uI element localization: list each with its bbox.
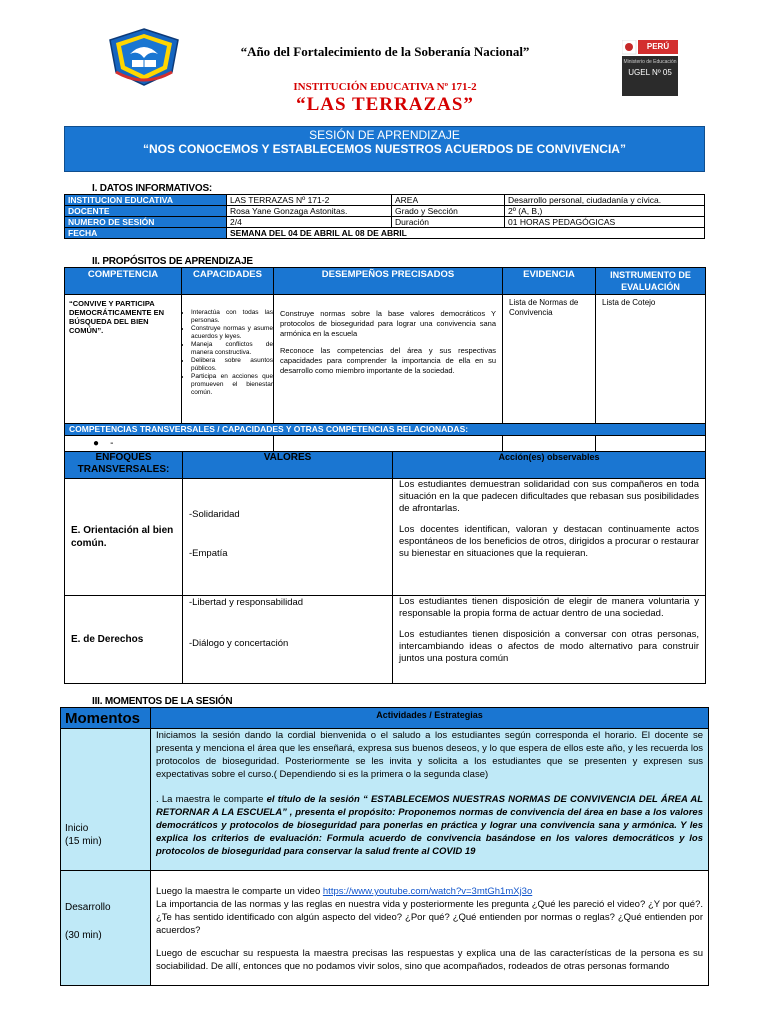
datos-label: INSTITUCION EDUCATIVA bbox=[65, 195, 227, 206]
datos-row bbox=[65, 195, 705, 206]
datos-label: NUMERO DE SESIÓN bbox=[65, 217, 227, 228]
enfoque-name: E. Orientación al bien común. bbox=[65, 479, 183, 596]
propositos-header-row bbox=[65, 268, 706, 295]
datos-row bbox=[65, 206, 705, 217]
momentos-title: III. MOMENTOS DE LA SESIÓN bbox=[92, 696, 233, 707]
enfoque-values bbox=[183, 479, 393, 596]
datos-fecha: SEMANA DEL 04 DE ABRIL AL 08 DE ABRIL bbox=[227, 228, 705, 239]
datos-value: LAS TERRAZAS Nº 171-2 bbox=[227, 195, 392, 206]
activity-text bbox=[156, 885, 703, 937]
activity-questions: La importancia de las normas y las reglas en nuestra vida y posteriormente les pregunta ¿Qué les pareció el video? ¿Y por qué?. ¿Te has sentido identificado con algún aspecto del video? ¿Por qué? ¿Qué entienden por normas o reglas? ¿Qué entienden por acuerdos? bbox=[156, 899, 703, 936]
desempeno-text: Construye normas sobre la base valores democráticos Y protocolos de bioseguridad para lograr una convivencia sana armónica en la escuela bbox=[280, 309, 496, 338]
list-item: • Maneja conflictos de manera constructiva. bbox=[191, 341, 273, 357]
header-instrumento: INSTRUMENTO DE EVALUACIÓN bbox=[596, 268, 706, 295]
school-crest-logo bbox=[108, 28, 180, 86]
header-capacidades: CAPACIDADES bbox=[182, 268, 274, 295]
action-text: Los estudiantes tienen disposición de elegir de manera voluntaria y responsable la propia forma de actuar dentro de una sociedad. bbox=[399, 596, 699, 619]
banner-subtitle: “NOS CONOCEMOS Y ESTABLECEMOS NUESTROS ACUERDOS DE CONVIVENCIA” bbox=[143, 142, 626, 156]
enfoque-row bbox=[65, 479, 706, 596]
activity-title-bold: el título de la sesión “ ESTABLECEMOS NUESTRAS NORMAS DE CONVIVENCIA DEL ÁREA AL RETORNAR A LA ESCUELA” , presenta el propósito: Proponemos normas de convivencia del área en base a los valores democráticos y protocolos de bioseguridad para ponerlas en práctica y lograr una convivencia sana y armónica. Y les explica los criterios de evaluación: Formula acuerdo de convivencia basándose en los valores democráticos y los protocolos de bioseguridad para conservar la salud frente al COVID 19 bbox=[156, 794, 703, 857]
header-desempenos: DESEMPEÑOS PRECISADOS bbox=[274, 268, 503, 295]
enfoque-values bbox=[183, 596, 393, 684]
momento-time: (15 min) bbox=[65, 836, 102, 847]
header-acciones: Acción(es) observables bbox=[393, 452, 706, 479]
bullet-dash: - bbox=[110, 438, 114, 449]
value-item: -Libertad y responsabilidad bbox=[189, 597, 304, 608]
datos-label: Duración bbox=[392, 217, 505, 228]
datos-label: AREA bbox=[392, 195, 505, 206]
peru-label: PERÚ bbox=[646, 42, 670, 51]
list-item: • Construye normas y asume acuerdos y leyes. bbox=[191, 325, 273, 341]
activity-text: Luego de escuchar su respuesta la maestra precisas las respuestas y explica una de las características de la persona es su sociabilidad. De allí, entonces que no podamos vivir solos, sino que acompañados, rodeados de otras personas formando bbox=[156, 948, 703, 972]
activity-intro: Luego la maestra le comparte un video bbox=[156, 886, 323, 897]
propositos-row bbox=[65, 295, 706, 424]
ugel-logo bbox=[622, 40, 678, 96]
momento-name: Inicio bbox=[65, 823, 89, 834]
competencia-cell: “CONVIVE Y PARTICIPA DEMOCRÁTICAMENTE EN BÚSQUEDA DEL BIEN COMÚN”. bbox=[65, 295, 182, 424]
activity-text: Iniciamos la sesión dando la cordial bienvenida o el saludo a los estudiantes según corresponda el horario. El docente se presenta y menciona el área que les enseñará, expresa sus buenos deseos, y lo que espera de ellos este año, y les recuerda los protocolos de bioseguridad. Posteriormente se les invita y solicita a los estudiantes que se presenten y expresen sus expectativas sobre el curso.( Dependiendo si es la primera o la segunda clase) bbox=[156, 730, 703, 780]
enfoques-table bbox=[64, 451, 706, 684]
national-motto: “Año del Fortalecimiento de la Soberanía Nacional” bbox=[240, 44, 530, 59]
propositos-table bbox=[64, 267, 706, 455]
momentos-table bbox=[60, 707, 709, 986]
value-item: -Empatía bbox=[189, 548, 228, 559]
bullet-cell: ● - bbox=[65, 436, 274, 455]
action-text: Los docentes identifican, valoran y destacan continuamente actos espontáneos de los beneficios de otros, dirigidos a procurar o restaurar su bienestar en situaciones que la requieran. bbox=[399, 524, 699, 559]
momento-time: (30 min) bbox=[65, 930, 102, 941]
enfoque-row bbox=[65, 596, 706, 684]
datos-value: 2º (A, B,) bbox=[505, 206, 705, 217]
enfoques-header-row bbox=[65, 452, 706, 479]
activity-text bbox=[156, 793, 703, 858]
instrumento-cell: Lista de Cotejo bbox=[596, 295, 706, 424]
datos-label: FECHA bbox=[65, 228, 227, 239]
value-item: -Solidaridad bbox=[189, 509, 240, 520]
momento-activities bbox=[151, 871, 709, 986]
datos-value: Desarrollo personal, ciudadanía y cívica. bbox=[505, 195, 705, 206]
momento-label bbox=[61, 729, 151, 871]
value-item: -Diálogo y concertación bbox=[189, 638, 289, 649]
banner-title: SESIÓN DE APRENDIZAJE bbox=[309, 128, 460, 142]
header-valores: VALORES bbox=[183, 452, 393, 479]
datos-title: I. DATOS INFORMATIVOS: bbox=[92, 183, 213, 194]
evidencia-cell: Lista de Normas de Convivencia bbox=[503, 295, 596, 424]
video-link[interactable]: https://www.youtube.com/watch?v=3mtGh1mXj3o bbox=[322, 886, 533, 897]
header-actividades: Actividades / Estrategias bbox=[151, 708, 709, 729]
datos-row bbox=[65, 228, 705, 239]
datos-value: Rosa Yane Gonzaga Astonitas. bbox=[227, 206, 392, 217]
action-text: Los estudiantes tienen disposición a conversar con otras personas, intercambiando ideas o afectos de modo alternativo para construir juntos una postura común bbox=[399, 629, 699, 664]
enfoque-name: E. de Derechos bbox=[65, 596, 183, 684]
datos-label: Grado y Sección bbox=[392, 206, 505, 217]
transversales-label: COMPETENCIAS TRANSVERSALES / CAPACIDADES Y OTRAS COMPETENCIAS RELACIONADAS: bbox=[65, 424, 706, 436]
momento-activities bbox=[151, 729, 709, 871]
datos-value: 01 HORAS PEDAGÓGICAS bbox=[505, 217, 705, 228]
capacidades-list bbox=[182, 309, 273, 397]
list-item: • Interactúa con todas las personas. bbox=[191, 309, 273, 325]
datos-row bbox=[65, 217, 705, 228]
institution-line: INSTITUCIÓN EDUCATIVA Nº 171-2 bbox=[293, 81, 477, 93]
momento-name: Desarrollo bbox=[65, 902, 111, 913]
desempeno-text: Reconoce las competencias del área y sus respectivas capacidades para comprender la importancia de ella en su desarrollo como miembro importante de la sociedad. bbox=[280, 346, 496, 375]
header-momentos: Momentos bbox=[61, 708, 151, 729]
capacidades-cell bbox=[182, 295, 274, 424]
momento-row-desarrollo bbox=[61, 871, 709, 986]
action-text: Los estudiantes demuestran solidaridad con sus compañeros en toda situación en la que padecen dificultades que rebasan sus posibilidades de afrontarlas. bbox=[399, 479, 699, 514]
ugel-label: UGEL Nº 05 bbox=[628, 68, 672, 77]
momento-label bbox=[61, 871, 151, 986]
institution-name: “LAS TERRAZAS” bbox=[296, 94, 474, 115]
momentos-header-row bbox=[61, 708, 709, 729]
list-item: • Participa en acciones que promueven el bienestar común. bbox=[191, 373, 273, 397]
activity-intro: . La maestra le comparte bbox=[156, 794, 267, 805]
header-competencia: COMPETENCIA bbox=[65, 268, 182, 295]
session-banner bbox=[64, 126, 705, 172]
desempenos-cell bbox=[274, 295, 503, 424]
propositos-title: II. PROPÓSITOS DE APRENDIZAJE bbox=[92, 256, 253, 267]
transversales-row bbox=[65, 424, 706, 436]
datos-table bbox=[64, 194, 705, 239]
datos-value: 2/4 bbox=[227, 217, 392, 228]
header-evidencia: EVIDENCIA bbox=[503, 268, 596, 295]
list-item: • Delibera sobre asuntos públicos. bbox=[191, 357, 273, 373]
momento-row-inicio bbox=[61, 729, 709, 871]
datos-label: DOCENTE bbox=[65, 206, 227, 217]
enfoque-actions bbox=[393, 596, 706, 684]
ministry-label: Ministerio de Educación bbox=[623, 59, 677, 65]
enfoque-actions bbox=[393, 479, 706, 596]
header-enfoques: ENFOQUES TRANSVERSALES: bbox=[65, 452, 183, 479]
